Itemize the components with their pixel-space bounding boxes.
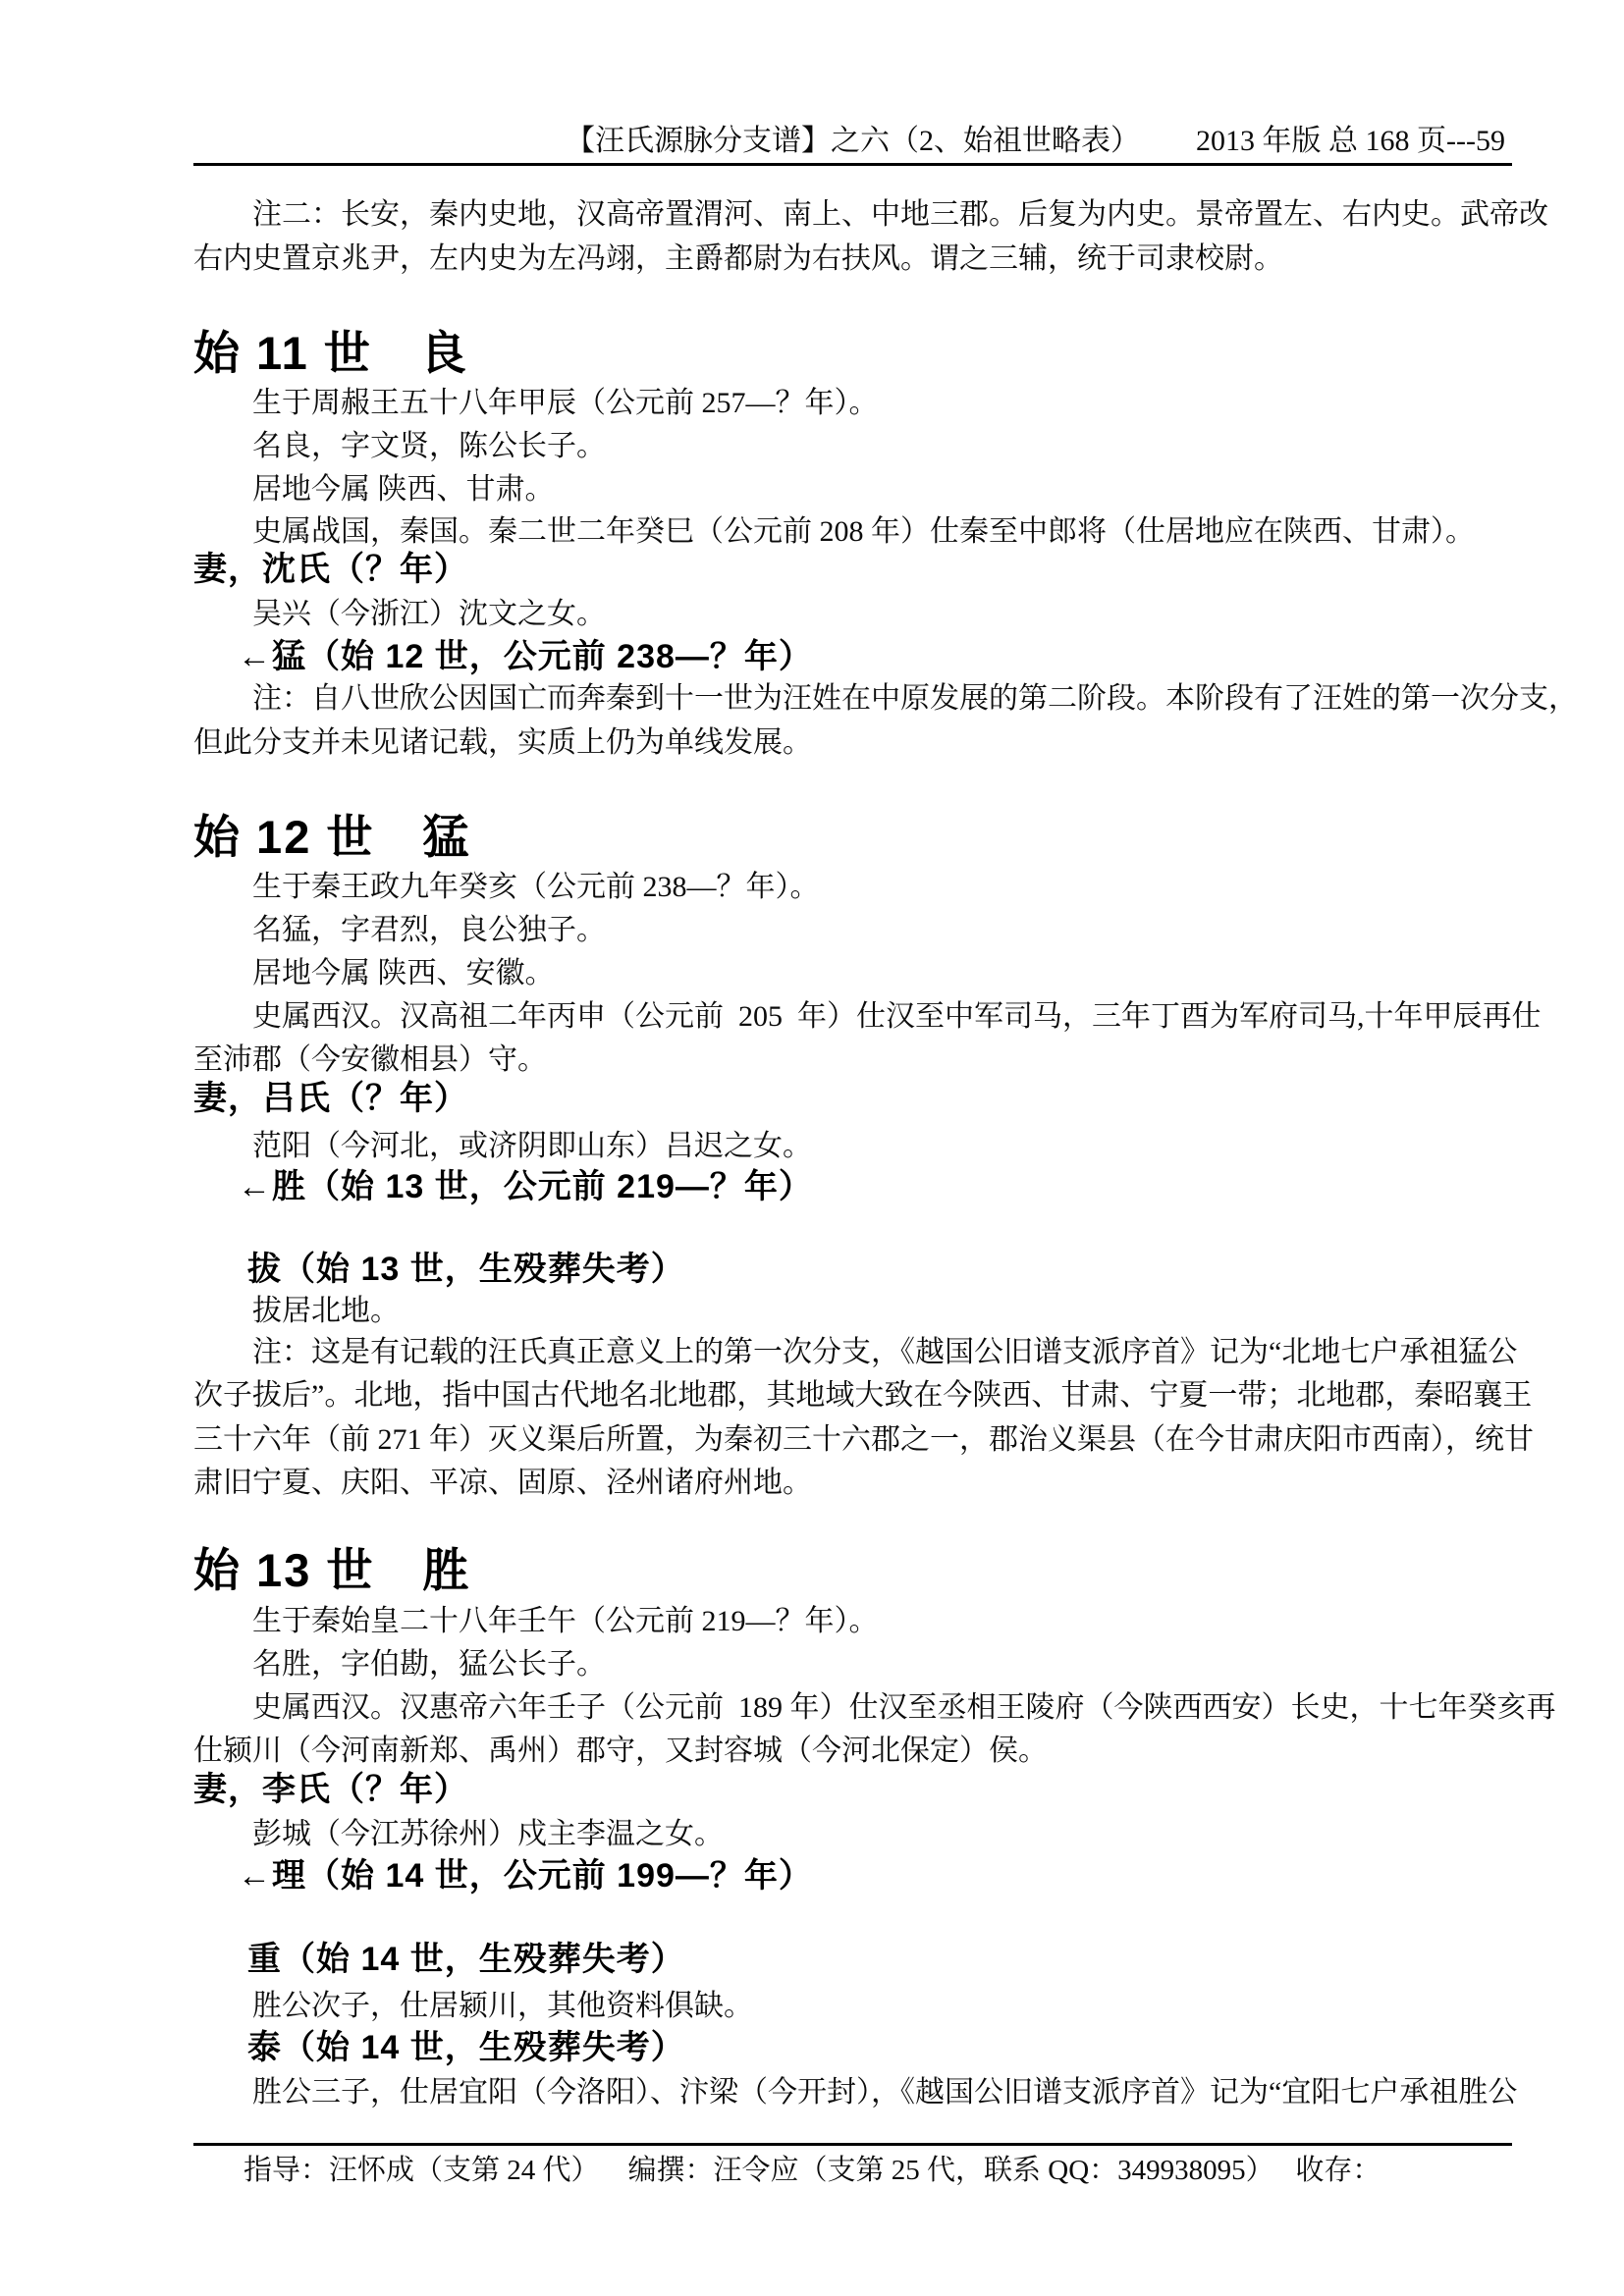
gen13-son3-detail: 胜公三子，仕居宜阳（今洛阳）、汴梁（今开封），《越国公旧谱支派序首》记为“宜阳七户承祖胜公	[252, 2076, 1518, 2109]
gen12-residence-line: 居地今属 陕西、安徽。	[252, 957, 555, 989]
gen11-heir-line: ←猛（始 12 世，公元前 238—？年）	[238, 638, 813, 675]
gen11-name-line: 名良，字文贤，陈公长子。	[252, 430, 606, 462]
gen13-son3-heading: 泰（始 14 世，生殁葬失考）	[247, 2029, 685, 2066]
gen12-history-line2: 至沛郡（今安徽相县）守。	[193, 1043, 547, 1076]
header-rule	[193, 163, 1512, 166]
gen12-note-line2: 次子拔后”。北地，指中国古代地名北地郡，其地域大致在今陕西、甘肃、宁夏一带；北地郡，秦昭襄王	[193, 1379, 1533, 1412]
gen11-history-line: 史属战国，秦国。秦二世二年癸巳（公元前 208 年）仕秦至中郎将（仕居地应在陕西、甘肃）。	[252, 515, 1475, 548]
gen11-note-line2: 但此分支并未见诸记载，实质上仍为单线发展。	[193, 726, 812, 759]
intro-note-line2: 右内史置京兆尹，左内史为左冯翊，主爵都尉为右扶风。谓之三辅，统于司隶校尉。	[193, 242, 1283, 275]
footer-rule	[193, 2143, 1512, 2146]
gen12-note-line3: 三十六年（前 271 年）灭义渠后所置，为秦初三十六郡之一，郡治义渠县（在今甘肃庆阳市西南），统甘	[193, 1423, 1534, 1456]
gen12-birth-line: 生于秦王政九年癸亥（公元前 238—？年）。	[252, 871, 820, 903]
gen13-name-line: 名胜，字伯勘，猛公长子。	[252, 1648, 606, 1681]
gen12-name-line: 名猛，字君烈，良公独子。	[252, 914, 606, 946]
gen12-wife-heading: 妻，吕氏（？年）	[193, 1080, 468, 1117]
gen13-son2-heading: 重（始 14 世，生殁葬失考）	[247, 1941, 685, 1978]
gen11-residence-line: 居地今属 陕西、甘肃。	[252, 473, 555, 506]
gen11-wife-detail: 吴兴（今浙江）沈文之女。	[252, 598, 606, 630]
gen12-branch-heading: 拔（始 13 世，生殁葬失考）	[247, 1251, 685, 1288]
gen13-birth-line: 生于秦始皇二十八年壬午（公元前 219—？年）。	[252, 1605, 879, 1637]
gen12-note-line1: 注：这是有记载的汪氏真正意义上的第一次分支，《越国公旧谱支派序首》记为“北地七户承祖猛公	[252, 1336, 1518, 1368]
gen13-son2-detail: 胜公次子，仕居颍川，其他资料俱缺。	[252, 1990, 753, 2022]
gen12-branch-detail: 拔居北地。	[252, 1295, 400, 1327]
gen11-wife-heading: 妻，沈氏（？年）	[193, 551, 468, 588]
gen12-heir-line: ←胜（始 13 世，公元前 219—？年）	[238, 1168, 813, 1205]
gen11-birth-line: 生于周赧王五十八年甲辰（公元前 257—？年）。	[252, 387, 879, 419]
gen13-heir-line: ←理（始 14 世，公元前 199—？年）	[238, 1857, 813, 1895]
gen13-history-line1: 史属西汉。汉惠帝六年壬子（公元前 189 年）仕汉至丞相王陵府（今陕西西安）长史，十七年癸亥再	[252, 1691, 1556, 1724]
gen12-note-line4: 肃旧宁夏、庆阳、平凉、固原、泾州诸府州地。	[193, 1467, 812, 1499]
page-header-edition: 2013 年版 总 168 页---59	[1196, 125, 1505, 157]
gen12-heading: 始 12 世 猛	[193, 811, 471, 863]
gen13-wife-detail: 彭城（今江苏徐州）戍主李温之女。	[252, 1818, 724, 1850]
page-footer-credits: 指导：汪怀成（支第 24 代） 编撰：汪令应（支第 25 代，联系 QQ：349938095） 收存：	[244, 2155, 1381, 2186]
gen12-history-line1: 史属西汉。汉高祖二年丙申（公元前 205 年）仕汉至中军司马，三年丁酉为军府司马,十年甲辰再仕	[252, 1000, 1542, 1033]
gen11-heading: 始 11 世 良	[193, 327, 468, 379]
gen12-wife-detail: 范阳（今河北，或济阴即山东）吕迟之女。	[252, 1130, 812, 1162]
gen13-history-line2: 仕颍川（今河南新郑、禹州）郡守，又封容城（今河北保定）侯。	[193, 1735, 1048, 1767]
gen13-wife-heading: 妻，李氏（？年）	[193, 1771, 468, 1808]
gen13-heading: 始 13 世 胜	[193, 1544, 471, 1596]
gen11-note-line1: 注：自八世欣公因国亡而奔秦到十一世为汪姓在中原发展的第二阶段。本阶段有了汪姓的第一次分支，	[252, 682, 1578, 715]
intro-note-line1: 注二：长安，秦内史地，汉高帝置渭河、南上、中地三郡。后复为内史。景帝置左、右内史。武帝改	[252, 198, 1548, 231]
page-header-title: 【汪氏源脉分支谱】之六（2、始祖世略表）	[566, 125, 1140, 157]
